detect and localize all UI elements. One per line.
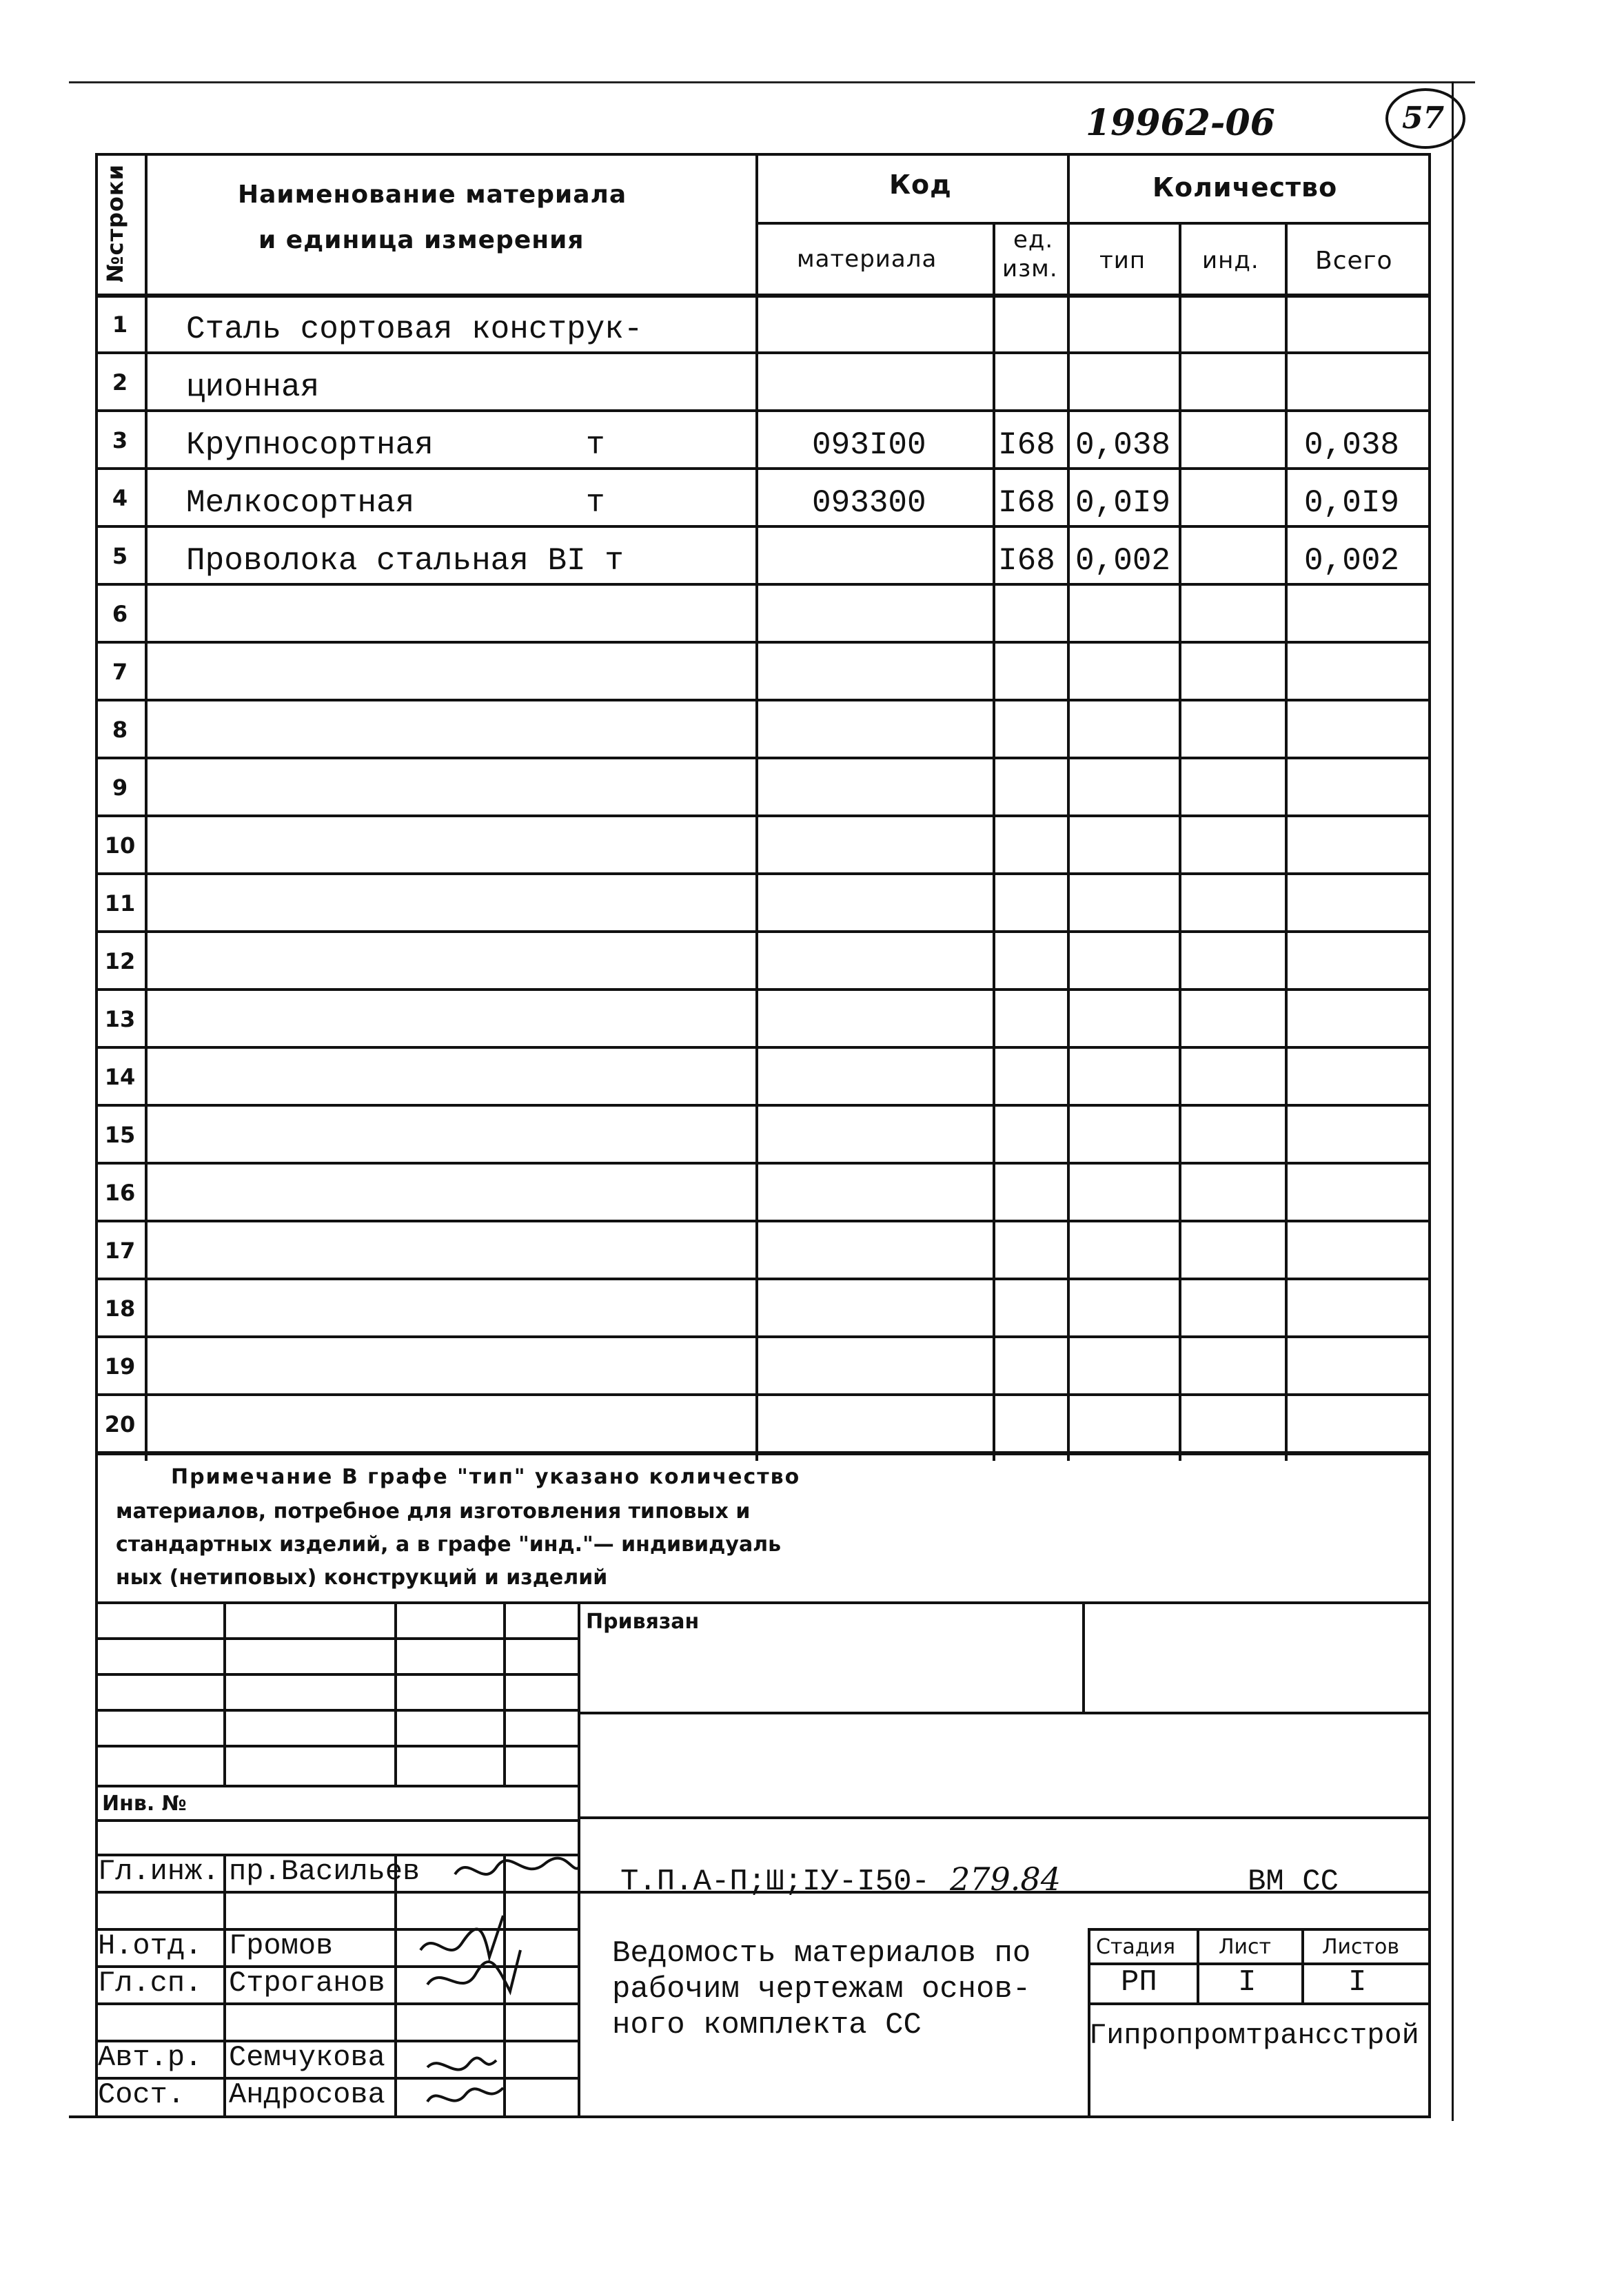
row-number: 4 bbox=[112, 485, 128, 511]
signer-role: Авт.р. bbox=[98, 2041, 203, 2074]
material-code: 093I00 bbox=[812, 427, 926, 463]
signer-role: Гл.сп. bbox=[98, 1967, 203, 2000]
row-number: 7 bbox=[112, 659, 128, 685]
type-quantity: 0,038 bbox=[1075, 427, 1171, 463]
document-title-line: Ведомость материалов по bbox=[612, 1936, 1031, 1971]
row-number: 18 bbox=[104, 1295, 136, 1322]
name-header-line2: и единица измерения bbox=[258, 226, 585, 254]
material-unit: т bbox=[586, 485, 605, 521]
unit-code: I68 bbox=[998, 427, 1055, 463]
material-unit: т bbox=[586, 427, 605, 463]
individual-header: инд. bbox=[1202, 247, 1259, 274]
material-name: Мелкосортная bbox=[186, 485, 415, 521]
row-number: 8 bbox=[112, 717, 128, 743]
inventory-number-label: Инв. № bbox=[102, 1792, 187, 1816]
material-name: Сталь сортовая конструк- bbox=[186, 311, 643, 347]
privyazan-label: Привязан bbox=[586, 1610, 700, 1634]
unit-code-header-line1: ед. bbox=[1013, 226, 1054, 254]
signature-scribbles bbox=[407, 1847, 586, 2122]
document-code: Т.П.А-П;Ш;IУ-I50- bbox=[620, 1865, 930, 1899]
top-border-line bbox=[69, 81, 1475, 83]
material-name: Проволока стальная BI т bbox=[186, 543, 624, 579]
document-mark: ВМ СС bbox=[1248, 1865, 1339, 1899]
row-number: 9 bbox=[112, 775, 128, 801]
type-quantity: 0,0I9 bbox=[1075, 485, 1171, 521]
row-number: 15 bbox=[104, 1122, 136, 1148]
total-quantity: 0,002 bbox=[1304, 543, 1400, 579]
signer-name: Строганов bbox=[229, 1967, 385, 2000]
row-number: 5 bbox=[112, 543, 128, 569]
document-code-handwritten: 279.84 bbox=[950, 1861, 1061, 1898]
document-number: 19962-06 bbox=[1086, 102, 1275, 144]
stage-value: РП bbox=[1121, 1965, 1157, 2000]
signer-role: Гл.инж. bbox=[98, 1855, 220, 1888]
sheet-value: I bbox=[1238, 1965, 1257, 2000]
material-name: ционная bbox=[186, 369, 320, 405]
row-number: 1 bbox=[112, 311, 128, 338]
sheet-label: Лист bbox=[1219, 1935, 1272, 1959]
note-line: Примечание В графе "тип" указано количество bbox=[171, 1465, 801, 1489]
total-quantity: 0,038 bbox=[1304, 427, 1400, 463]
stage-label: Стадия bbox=[1096, 1935, 1176, 1959]
document-title-line: ного комплекта СС bbox=[612, 2008, 922, 2042]
document-title-line: рабочим чертежам основ- bbox=[612, 1972, 1031, 2007]
row-number: 17 bbox=[104, 1238, 136, 1264]
note-line: ных (нетиповых) конструкций и изделий bbox=[116, 1566, 608, 1590]
type-header: тип bbox=[1099, 247, 1146, 274]
row-number-header: №строки bbox=[102, 163, 128, 283]
row-number: 16 bbox=[104, 1180, 136, 1206]
unit-code-header-line2: изм. bbox=[1002, 255, 1058, 283]
material-code: 093300 bbox=[812, 485, 926, 521]
unit-code: I68 bbox=[998, 485, 1055, 521]
quantity-header: Количество bbox=[1152, 172, 1338, 203]
type-quantity: 0,002 bbox=[1075, 543, 1171, 579]
row-number: 19 bbox=[104, 1353, 136, 1380]
row-number: 12 bbox=[104, 948, 136, 974]
total-quantity: 0,0I9 bbox=[1304, 485, 1400, 521]
page-number: 57 bbox=[1402, 101, 1445, 136]
sheets-label: Листов bbox=[1322, 1935, 1400, 1959]
signer-name: Громов bbox=[229, 1929, 334, 1962]
material-name: Крупносортная bbox=[186, 427, 434, 463]
signer-name: пр.Васильев bbox=[229, 1855, 420, 1888]
signer-role: Сост. bbox=[98, 2078, 185, 2111]
row-number: 13 bbox=[104, 1006, 136, 1032]
code-header: Код bbox=[889, 170, 952, 200]
signer-role: Н.отд. bbox=[98, 1929, 203, 1962]
signer-name: Андросова bbox=[229, 2078, 385, 2111]
row-number: 10 bbox=[104, 832, 136, 859]
row-number: 6 bbox=[112, 601, 128, 627]
row-number: 20 bbox=[104, 1411, 136, 1437]
row-number: 11 bbox=[104, 890, 136, 916]
signer-name: Семчукова bbox=[229, 2041, 385, 2074]
note-line: материалов, потребное для изготовления типовых и bbox=[116, 1499, 751, 1524]
row-number: 14 bbox=[104, 1064, 136, 1090]
material-code-header: материала bbox=[797, 245, 937, 273]
sheets-value: I bbox=[1348, 1965, 1367, 2000]
unit-code: I68 bbox=[998, 543, 1055, 579]
total-header: Всего bbox=[1315, 247, 1393, 275]
name-header-line1: Наименование материала bbox=[238, 181, 627, 209]
organization-name: Гипропромтрансстрой bbox=[1089, 2019, 1419, 2052]
row-number: 2 bbox=[112, 369, 128, 396]
note-line: стандартных изделий, а в графе "инд."— индивидуаль bbox=[116, 1533, 782, 1557]
row-number: 3 bbox=[112, 427, 128, 453]
